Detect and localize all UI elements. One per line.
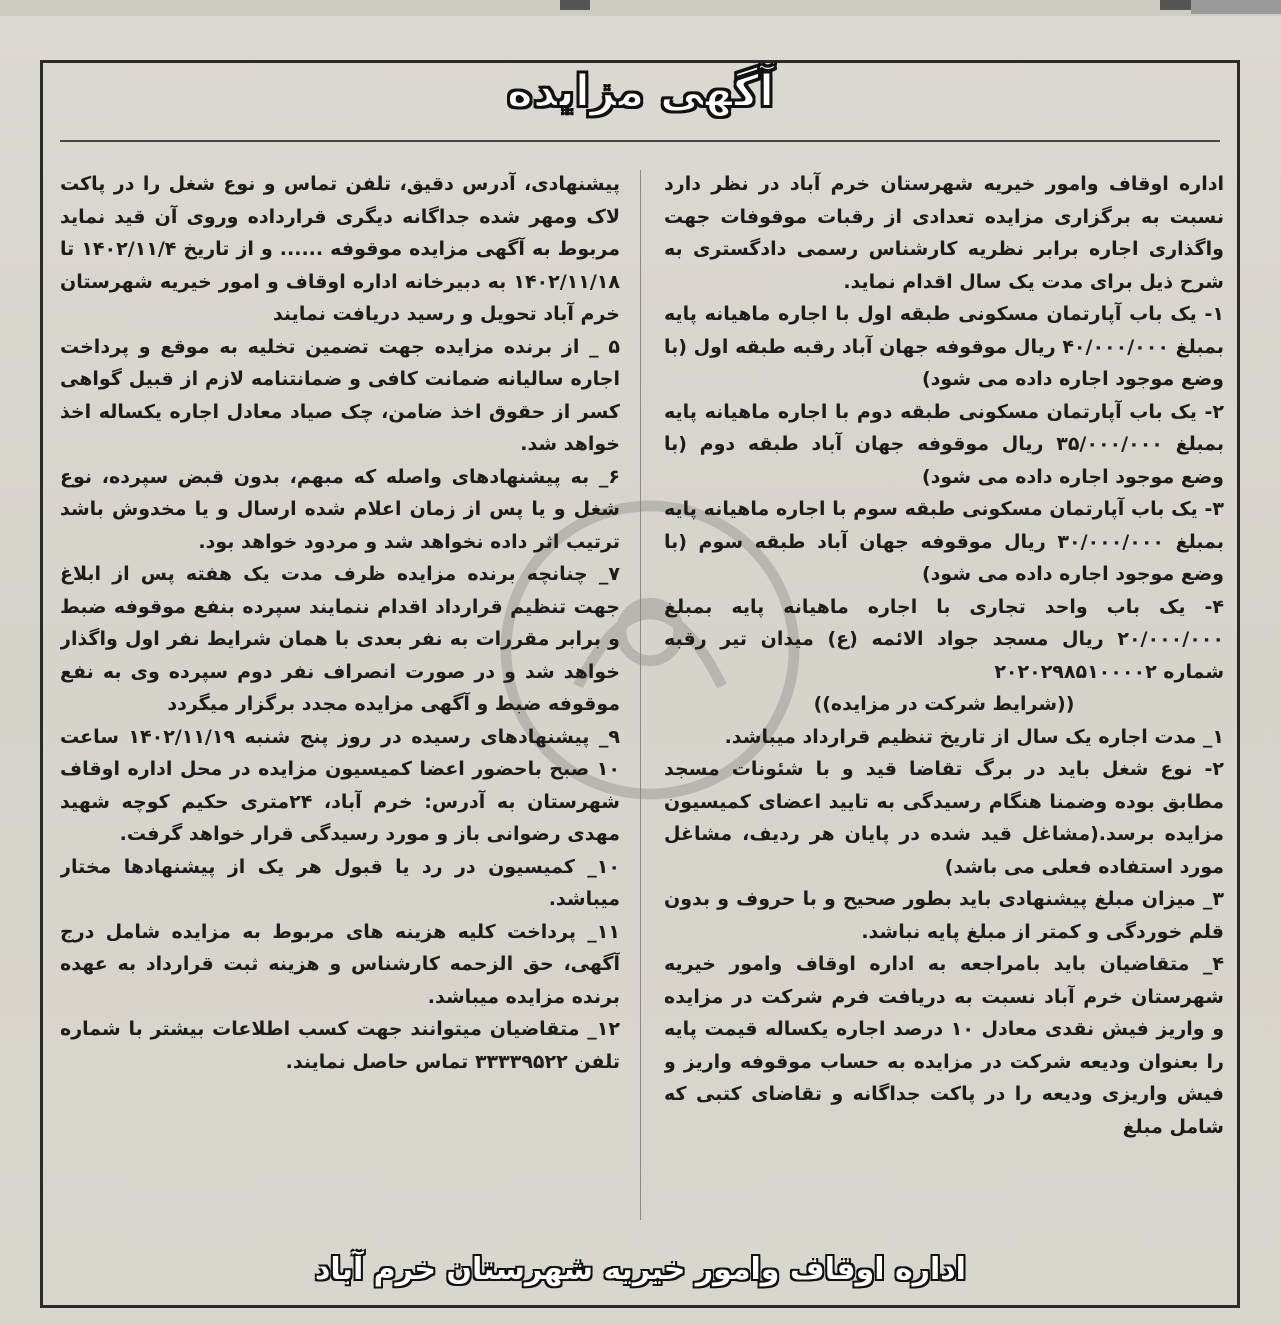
paragraph: ۶_ به پیشنهادهای واصله که مبهم، بدون قبض سپرده، نوع شغل و یا پس از زمان اعلام شده ارسال و یا مخدوش باشد ترتیب اثر داده نخواهد شد و مردود خواهد بود. [60,465,620,553]
paragraph: ۷_ چنانچه برنده مزایده ظرف مدت یک هفته پس از ابلاغ جهت تنظیم قرارداد اقدام ننمایند سپرده بنفع موقوفه ضبط و برابر مقررات به نفر بعدی با همان شرایط نفر اول واگذار خواهد شد و در صورت انصراف نفر دوم سپرده وی به نفع موقوفه ضبط و آگهی مزایده مجدد برگزار میگردد [60,563,620,715]
section-heading: ((شرایط شرکت در مزایده)) [813,693,1075,715]
paragraph: ۹_ پیشنهادهای رسیده در روز پنج شنبه ۱۴۰۲/۱۱/۱۹ ساعت ۱۰ صبح باحضور اعضا کمیسیون مزایده در محل اداره اوقاف شهرستان به آدرس: خرم آباد، ۲۴متری حکیم کوچه شهید مهدی رضوانی باز و مورد رسیدگی قرار خواهد گرفت. [60,725,620,845]
paragraph: ۱- یک باب آپارتمان مسکونی طبقه اول با اجاره ماهیانه پایه بمبلغ ۴۰/۰۰۰/۰۰۰ ریال موقوفه جهان آباد رقبه طبقه اول (با وضع موجود اجاره داده می شود) [664,303,1224,390]
paragraph: اداره اوقاف وامور خیریه شهرستان خرم آباد در نظر دارد نسبت به برگزاری مزایده تعدادی از رقبات موقوفات جهت واگذاری اجاره برابر نظریه کارشناس رسمی دادگستری به شرح ذیل برای مدت یک سال اقدام نماید. [664,173,1224,293]
top-strip [0,0,1281,16]
paragraph: ۵ _ از برنده مزایده جهت تضمین تخلیه به موقع و پرداخت اجاره سالیانه ضمانت کافی و ضمانتنامه لازم از قبیل گواهی کسر از حقوق اخذ ضامن، چک صیاد معادل اجاره یکساله اخذ خواهد شد. [60,335,620,455]
paragraph: ۱۲_ متقاضیان میتوانند جهت کسب اطلاعات بیشتر با شماره تلفن ۳۳۳۳۹۵۲۲ تماس حاصل نمایند. [60,1018,620,1073]
paragraph: ۳- یک باب آپارتمان مسکونی طبقه سوم با اجاره ماهیانه پایه بمبلغ ۳۰/۰۰۰/۰۰۰ ریال موقوفه جهان آباد طبقه سوم (با وضع موجود اجاره داده می شود) [664,498,1224,585]
title-rule [60,140,1220,142]
top-mark [560,0,590,10]
paragraph: ۱۱_ پرداخت کلیه هزینه های مربوط به مزایده شامل درج آگهی، حق الزحمه کارشناس و هزینه ثبت قرارداد به عهده برنده مزایده میباشد. [60,920,620,1008]
paragraph: ۴- یک باب واحد تجاری با اجاره ماهیانه پایه بمبلغ ۲۰/۰۰۰/۰۰۰ ریال مسجد جواد الائمه (ع) میدان تیر رقبه شماره ۲۰۲۰۲۹۸۵۱۰۰۰۰۲ [664,595,1224,683]
paragraph: ۴_ متقاضیان باید بامراجعه به اداره اوقاف وامور خیریه شهرستان خرم آباد نسبت به دریافت فرم شرکت در مزایده و واریز فیش نقدی معادل ۱۰ درصد اجاره یکساله قیمت پایه را بعنوان ودیعه شرکت در مزایده به حساب موقوفه واریز و فیش واریزی ودیعه را در پاکت جداگانه و تقاضای کتبی که شامل مبلغ [664,953,1224,1138]
column-divider [640,170,641,1220]
ad-title: آگهی مزایده [506,66,775,117]
paragraph: ۱۰_ کمیسیون در رد یا قبول هر یک از پیشنهادها مختار میباشد. [60,855,620,910]
paragraph: ۱_ مدت اجاره یک سال از تاریخ تنظیم قرارداد میباشد. [724,725,1224,748]
paragraph: ۲- یک باب آپارتمان مسکونی طبقه دوم با اجاره ماهیانه پایه بمبلغ ۳۵/۰۰۰/۰۰۰ ریال موقوفه جهان آباد طبقه دوم (با وضع موجود اجاره داده می شود) [664,400,1224,488]
left-column [60,168,620,1228]
ad-footer: اداره اوقاف وامور خیریه شهرستان خرم آباد [315,1252,966,1287]
right-column [664,168,1224,1228]
paragraph: پیشنهادی، آدرس دقیق، تلفن تماس و نوع شغل را در پاکت لاک ومهر شده جداگانه دیگری قرارداده وروی آن قید نماید مربوط به آگهی مزایده موقوفه ...... و از تاریخ ۱۴۰۲/۱۱/۴ تا ۱۴۰۲/۱۱/۱۸ به دبیرخانه اداره اوقاف و امور خیریه شهرستان خرم آباد تحویل و رسید دریافت نمایند [60,173,620,325]
paragraph: ۲- نوع شغل باید در برگ تقاضا قید و با شئونات مسجد مطابق بوده وضمنا هنگام رسیدگی به تایید اعضای کمیسیون مزایده برسد.(مشاغل قید شده در پایان هر ردیف، مشاغل مورد استفاده فعلی می باشد) [664,758,1224,878]
corner-mark [1191,0,1281,14]
paragraph: ۳_ میزان مبلغ پیشنهادی باید بطور صحیح و با حروف و بدون قلم خوردگی و کمتر از مبلغ پایه نباشد. [664,888,1224,943]
